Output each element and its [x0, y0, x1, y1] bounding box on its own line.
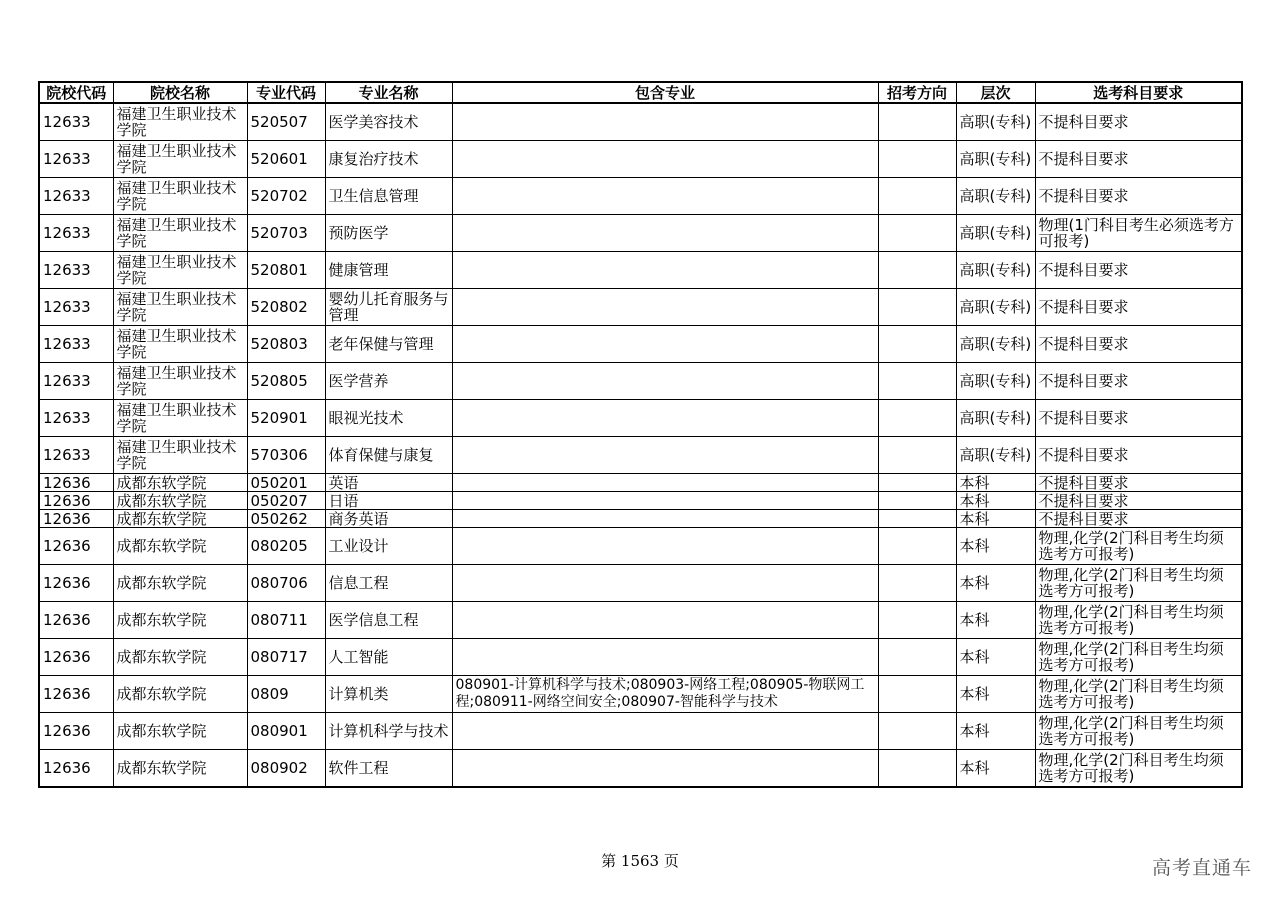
direction-cell: [878, 510, 956, 528]
major-name-cell: 商务英语: [325, 510, 452, 528]
included-majors-cell: [452, 103, 878, 141]
subject-requirement-cell: 不提科目要求: [1035, 510, 1242, 528]
included-majors-cell: [452, 141, 878, 178]
level-cell: 高职(专科): [956, 326, 1035, 363]
major-code-cell: 520702: [247, 178, 325, 215]
subject-requirement-cell: 不提科目要求: [1035, 252, 1242, 289]
table-row: [39, 474, 1242, 492]
major-code-cell: 520703: [247, 215, 325, 252]
major-code-cell: 520801: [247, 252, 325, 289]
school-name-cell: 成都东软学院: [113, 750, 247, 788]
school-name-cell: 成都东软学院: [113, 510, 247, 528]
school-name-cell: 福建卫生职业技术学院: [113, 400, 247, 437]
header-subject-requirement: 选考科目要求: [1035, 82, 1242, 103]
school-name-cell: 福建卫生职业技术学院: [113, 252, 247, 289]
header-school-code: 院校代码: [39, 82, 113, 103]
level-cell: 本科: [956, 676, 1035, 713]
school-code-cell: 12633: [39, 289, 113, 326]
header-level: 层次: [956, 82, 1035, 103]
school-name-cell: 成都东软学院: [113, 602, 247, 639]
included-majors-cell: [452, 510, 878, 528]
included-majors-cell: [452, 326, 878, 363]
school-code-cell: 12636: [39, 750, 113, 788]
subject-requirement-cell: 不提科目要求: [1035, 474, 1242, 492]
level-cell: 高职(专科): [956, 437, 1035, 474]
school-code-cell: 12636: [39, 474, 113, 492]
school-code-cell: 12633: [39, 326, 113, 363]
school-name-cell: 成都东软学院: [113, 676, 247, 713]
subject-requirement-cell: 不提科目要求: [1035, 437, 1242, 474]
direction-cell: [878, 602, 956, 639]
header-school-name: 院校名称: [113, 82, 247, 103]
school-name-cell: 成都东软学院: [113, 528, 247, 565]
major-code-cell: 520901: [247, 400, 325, 437]
table-row: [39, 602, 1242, 639]
subject-requirement-cell: 物理,化学(2门科目考生均须选考方可报考): [1035, 676, 1242, 713]
direction-cell: [878, 252, 956, 289]
subject-requirement-cell: 不提科目要求: [1035, 178, 1242, 215]
direction-cell: [878, 400, 956, 437]
level-cell: 高职(专科): [956, 289, 1035, 326]
included-majors-cell: [452, 713, 878, 750]
school-name-cell: 福建卫生职业技术学院: [113, 103, 247, 141]
major-code-cell: 570306: [247, 437, 325, 474]
major-code-cell: 520802: [247, 289, 325, 326]
major-code-cell: 080901: [247, 713, 325, 750]
header-major-code: 专业代码: [247, 82, 325, 103]
school-name-cell: 福建卫生职业技术学院: [113, 363, 247, 400]
major-name-cell: 体育保健与康复: [325, 437, 452, 474]
major-name-cell: 卫生信息管理: [325, 178, 452, 215]
school-name-cell: 成都东软学院: [113, 492, 247, 510]
table-header-row: [39, 82, 1242, 103]
included-majors-cell: [452, 252, 878, 289]
school-name-cell: 福建卫生职业技术学院: [113, 215, 247, 252]
table-row: [39, 400, 1242, 437]
school-code-cell: 12633: [39, 103, 113, 141]
included-majors-cell: 080901-计算机科学与技术;080903-网络工程;080905-物联网工程;080911-网络空间安全;080907-智能科学与技术: [452, 676, 878, 713]
level-cell: 本科: [956, 528, 1035, 565]
school-name-cell: 成都东软学院: [113, 474, 247, 492]
table-row: [39, 289, 1242, 326]
table-row: [39, 363, 1242, 400]
major-code-cell: 520805: [247, 363, 325, 400]
direction-cell: [878, 437, 956, 474]
table-row: [39, 215, 1242, 252]
direction-cell: [878, 289, 956, 326]
school-code-cell: 12636: [39, 639, 113, 676]
level-cell: 本科: [956, 639, 1035, 676]
major-name-cell: 日语: [325, 492, 452, 510]
table-row: [39, 750, 1242, 788]
level-cell: 高职(专科): [956, 178, 1035, 215]
subject-requirement-cell: 物理,化学(2门科目考生均须选考方可报考): [1035, 639, 1242, 676]
direction-cell: [878, 178, 956, 215]
subject-requirement-cell: 不提科目要求: [1035, 289, 1242, 326]
included-majors-cell: [452, 750, 878, 788]
subject-requirement-cell: 物理,化学(2门科目考生均须选考方可报考): [1035, 713, 1242, 750]
major-code-cell: 050207: [247, 492, 325, 510]
major-name-cell: 医学美容技术: [325, 103, 452, 141]
direction-cell: [878, 713, 956, 750]
direction-cell: [878, 363, 956, 400]
included-majors-cell: [452, 528, 878, 565]
included-majors-cell: [452, 400, 878, 437]
level-cell: 高职(专科): [956, 400, 1035, 437]
major-name-cell: 计算机类: [325, 676, 452, 713]
school-code-cell: 12636: [39, 602, 113, 639]
major-name-cell: 医学信息工程: [325, 602, 452, 639]
included-majors-cell: [452, 639, 878, 676]
major-code-cell: 080902: [247, 750, 325, 788]
major-name-cell: 人工智能: [325, 639, 452, 676]
major-name-cell: 英语: [325, 474, 452, 492]
header-major-name: 专业名称: [325, 82, 452, 103]
level-cell: 本科: [956, 565, 1035, 602]
major-name-cell: 医学营养: [325, 363, 452, 400]
direction-cell: [878, 565, 956, 602]
level-cell: 高职(专科): [956, 215, 1035, 252]
school-name-cell: 福建卫生职业技术学院: [113, 437, 247, 474]
direction-cell: [878, 103, 956, 141]
level-cell: 高职(专科): [956, 103, 1035, 141]
major-code-cell: 080706: [247, 565, 325, 602]
school-name-cell: 成都东软学院: [113, 639, 247, 676]
direction-cell: [878, 639, 956, 676]
major-code-cell: 080717: [247, 639, 325, 676]
subject-requirement-cell: 不提科目要求: [1035, 492, 1242, 510]
subject-requirement-cell: 不提科目要求: [1035, 363, 1242, 400]
included-majors-cell: [452, 602, 878, 639]
direction-cell: [878, 326, 956, 363]
level-cell: 本科: [956, 602, 1035, 639]
level-cell: 本科: [956, 713, 1035, 750]
subject-requirement-cell: 物理,化学(2门科目考生均须选考方可报考): [1035, 602, 1242, 639]
watermark: 高考直通车: [1151, 857, 1252, 879]
table-row: [39, 713, 1242, 750]
major-name-cell: 预防医学: [325, 215, 452, 252]
level-cell: 本科: [956, 510, 1035, 528]
major-name-cell: 老年保健与管理: [325, 326, 452, 363]
major-code-cell: 080205: [247, 528, 325, 565]
table-row: [39, 141, 1242, 178]
subject-requirement-cell: 不提科目要求: [1035, 103, 1242, 141]
table-row: [39, 528, 1242, 565]
school-code-cell: 12636: [39, 713, 113, 750]
school-code-cell: 12636: [39, 565, 113, 602]
included-majors-cell: [452, 363, 878, 400]
level-cell: 本科: [956, 750, 1035, 788]
major-name-cell: 工业设计: [325, 528, 452, 565]
major-code-cell: 520601: [247, 141, 325, 178]
school-name-cell: 福建卫生职业技术学院: [113, 141, 247, 178]
direction-cell: [878, 474, 956, 492]
subject-requirement-cell: 不提科目要求: [1035, 400, 1242, 437]
school-code-cell: 12633: [39, 437, 113, 474]
table-row: [39, 326, 1242, 363]
subject-requirement-cell: 物理,化学(2门科目考生均须选考方可报考): [1035, 565, 1242, 602]
direction-cell: [878, 528, 956, 565]
admission-requirements-table: [38, 81, 1243, 788]
major-code-cell: 520803: [247, 326, 325, 363]
major-code-cell: 050262: [247, 510, 325, 528]
included-majors-cell: [452, 178, 878, 215]
school-code-cell: 12633: [39, 141, 113, 178]
major-name-cell: 眼视光技术: [325, 400, 452, 437]
major-name-cell: 婴幼儿托育服务与管理: [325, 289, 452, 326]
subject-requirement-cell: 不提科目要求: [1035, 326, 1242, 363]
table-row: [39, 492, 1242, 510]
table-row: [39, 252, 1242, 289]
major-name-cell: 康复治疗技术: [325, 141, 452, 178]
table-row: [39, 676, 1242, 713]
included-majors-cell: [452, 289, 878, 326]
level-cell: 高职(专科): [956, 363, 1035, 400]
major-name-cell: 计算机科学与技术: [325, 713, 452, 750]
table-row: [39, 437, 1242, 474]
header-direction: 招考方向: [878, 82, 956, 103]
subject-requirement-cell: 物理,化学(2门科目考生均须选考方可报考): [1035, 528, 1242, 565]
major-code-cell: 520507: [247, 103, 325, 141]
included-majors-cell: [452, 215, 878, 252]
table-row: [39, 639, 1242, 676]
table-row: [39, 178, 1242, 215]
school-code-cell: 12633: [39, 400, 113, 437]
school-code-cell: 12636: [39, 510, 113, 528]
major-name-cell: 软件工程: [325, 750, 452, 788]
direction-cell: [878, 750, 956, 788]
page-number: 第 1563 页: [601, 852, 679, 870]
school-name-cell: 福建卫生职业技术学院: [113, 289, 247, 326]
level-cell: 本科: [956, 474, 1035, 492]
subject-requirement-cell: 不提科目要求: [1035, 141, 1242, 178]
direction-cell: [878, 215, 956, 252]
direction-cell: [878, 676, 956, 713]
major-code-cell: 0809: [247, 676, 325, 713]
included-majors-cell: [452, 437, 878, 474]
major-name-cell: 健康管理: [325, 252, 452, 289]
school-code-cell: 12633: [39, 363, 113, 400]
school-code-cell: 12633: [39, 252, 113, 289]
level-cell: 高职(专科): [956, 252, 1035, 289]
subject-requirement-cell: 物理(1门科目考生必须选考方可报考): [1035, 215, 1242, 252]
included-majors-cell: [452, 565, 878, 602]
table-row: [39, 565, 1242, 602]
direction-cell: [878, 492, 956, 510]
direction-cell: [878, 141, 956, 178]
school-name-cell: 成都东软学院: [113, 713, 247, 750]
major-code-cell: 050201: [247, 474, 325, 492]
school-code-cell: 12633: [39, 215, 113, 252]
school-code-cell: 12636: [39, 528, 113, 565]
level-cell: 本科: [956, 492, 1035, 510]
school-name-cell: 成都东软学院: [113, 565, 247, 602]
school-code-cell: 12633: [39, 178, 113, 215]
school-name-cell: 福建卫生职业技术学院: [113, 326, 247, 363]
included-majors-cell: [452, 492, 878, 510]
header-included-majors: 包含专业: [452, 82, 878, 103]
school-name-cell: 福建卫生职业技术学院: [113, 178, 247, 215]
level-cell: 高职(专科): [956, 141, 1035, 178]
table-row: [39, 510, 1242, 528]
school-code-cell: 12636: [39, 492, 113, 510]
major-code-cell: 080711: [247, 602, 325, 639]
subject-requirement-cell: 物理,化学(2门科目考生均须选考方可报考): [1035, 750, 1242, 788]
table-row: [39, 103, 1242, 141]
included-majors-cell: [452, 474, 878, 492]
school-code-cell: 12636: [39, 676, 113, 713]
major-name-cell: 信息工程: [325, 565, 452, 602]
